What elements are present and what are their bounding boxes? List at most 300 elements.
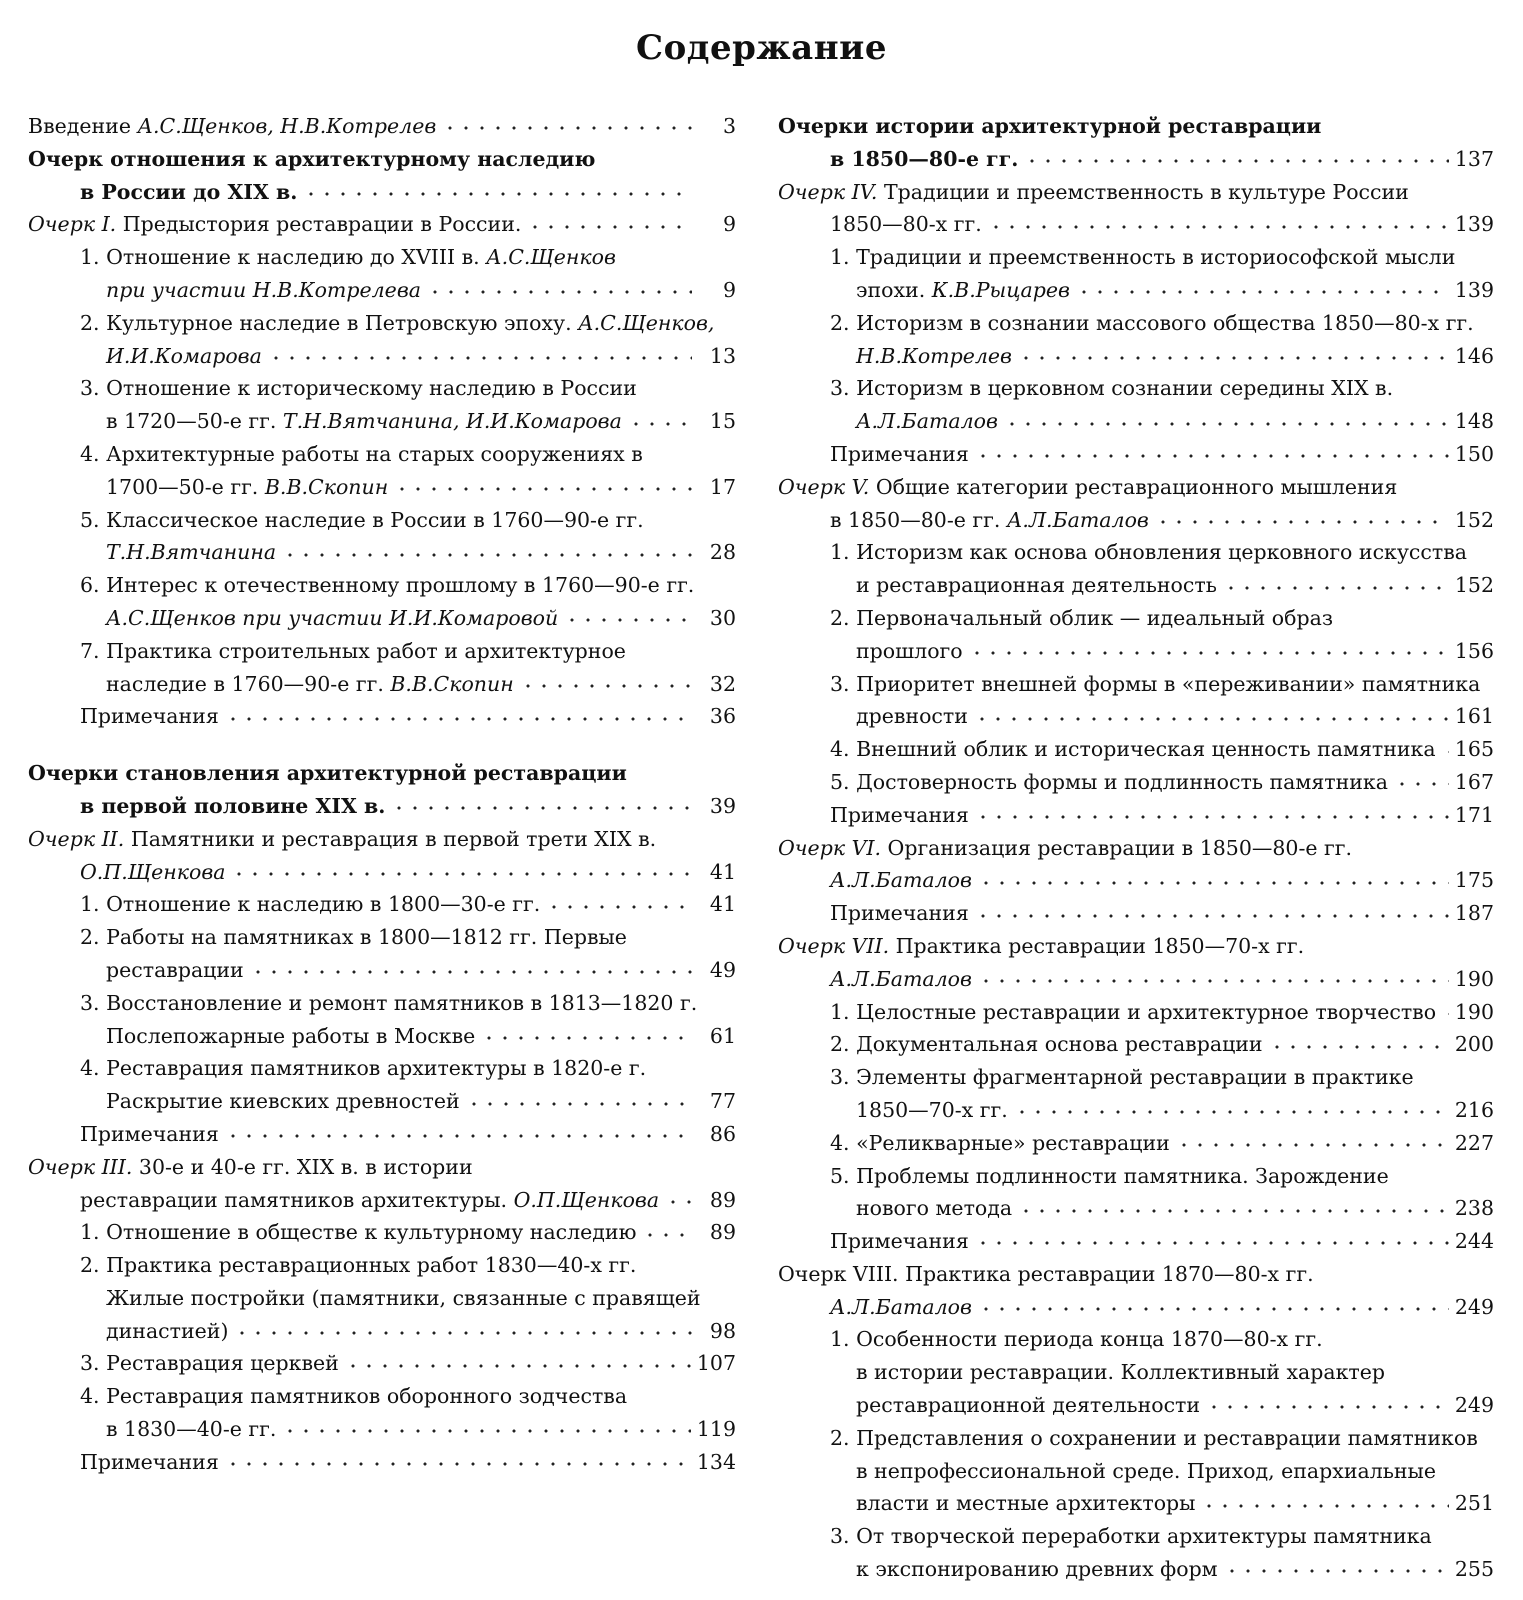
entry-title: 2. Первоначальный облик — идеальный образ bbox=[830, 605, 1334, 630]
leader-dots bbox=[225, 717, 692, 721]
page-number: 139 bbox=[1454, 277, 1494, 302]
entry-author: К.В.Рыцарев bbox=[931, 277, 1070, 302]
toc-entry-text bbox=[80, 856, 225, 889]
leader-dots bbox=[628, 422, 692, 426]
toc-entry-text bbox=[28, 208, 521, 241]
entry-title: 4. Реставрация памятников архитектуры в 1820-е г. bbox=[80, 1056, 647, 1081]
toc-entry-continuation bbox=[778, 307, 1494, 340]
toc-entry bbox=[778, 897, 1494, 930]
toc-entry-text bbox=[80, 790, 385, 823]
toc-entry-text bbox=[28, 757, 627, 790]
toc-entry-text bbox=[106, 1085, 460, 1118]
entry-title: к экспонированию древних форм bbox=[856, 1557, 1218, 1582]
toc-entry bbox=[28, 340, 736, 373]
toc-entry-continuation bbox=[778, 241, 1494, 274]
page-number: 227 bbox=[1454, 1130, 1494, 1155]
toc-entry-text bbox=[830, 766, 1388, 799]
entry-title: 6. Интерес к отечественному прошлому в 1760—90-е гг. bbox=[80, 573, 695, 598]
toc-entry-continuation bbox=[28, 1282, 736, 1315]
entry-title: 4. Внешний облик и историческая ценность памятника bbox=[830, 737, 1436, 762]
entry-title: в истории реставрации. Коллективный характер bbox=[856, 1360, 1386, 1385]
entry-title: Примечания bbox=[830, 441, 969, 466]
entry-title: Организация реставрации в 1850—80-е гг. bbox=[881, 835, 1353, 860]
entry-title: 1700—50-е гг. bbox=[106, 474, 265, 499]
toc-entry-text bbox=[778, 471, 1397, 504]
toc-entry-continuation bbox=[28, 635, 736, 668]
entry-title: 5. Достоверность формы и подлинность памятника bbox=[830, 769, 1388, 794]
entry-title: 1. Отношение к наследию до XVIII в. bbox=[80, 245, 487, 270]
toc-entry bbox=[28, 1184, 736, 1217]
leader-dots bbox=[345, 1364, 691, 1368]
leader-dots bbox=[974, 717, 1449, 721]
entry-title: наследие в 1760—90-е гг. bbox=[106, 671, 391, 696]
entry-title: 3. От творческой переработки архитектуры памятника bbox=[830, 1524, 1432, 1549]
toc-entry-text bbox=[778, 930, 1304, 963]
entry-title: 3. Элементы фрагментарной реставрации в практике bbox=[830, 1065, 1414, 1090]
entry-title: Примечания bbox=[830, 802, 969, 827]
toc-entry-text bbox=[856, 1356, 1385, 1389]
toc-entry bbox=[28, 471, 736, 504]
page-number: 238 bbox=[1454, 1196, 1494, 1221]
page-number: 255 bbox=[1454, 1557, 1494, 1582]
entry-title: Общие категории реставрационного мышления bbox=[869, 474, 1398, 499]
toc-spacer bbox=[28, 733, 736, 745]
entry-author: Т.Н.Вятчанина bbox=[106, 540, 277, 565]
entry-author: А.С.Щенков bbox=[486, 245, 616, 270]
toc-entry-text bbox=[830, 864, 972, 897]
toc-entry-text bbox=[830, 307, 1474, 340]
toc-entry bbox=[778, 1127, 1494, 1160]
toc-entry bbox=[28, 668, 736, 701]
toc-entry-text bbox=[106, 274, 421, 307]
page-number: 152 bbox=[1454, 573, 1494, 598]
toc-entry-text bbox=[80, 569, 694, 602]
entry-title: эпохи. bbox=[856, 277, 932, 302]
entry-title: реставрации памятников архитектуры. bbox=[80, 1187, 514, 1212]
toc-entry-text bbox=[830, 241, 1455, 274]
page-number: 39 bbox=[709, 793, 736, 818]
toc-entry bbox=[778, 1389, 1494, 1422]
toc-entry-text bbox=[830, 1422, 1478, 1455]
leader-dots bbox=[1004, 422, 1449, 426]
page-number: 137 bbox=[1454, 146, 1494, 171]
toc-entry-text bbox=[106, 471, 388, 504]
entry-title: Традиции и преемственность в культуре России bbox=[877, 179, 1409, 204]
leader-dots bbox=[394, 487, 692, 491]
toc-entry-text bbox=[830, 208, 982, 241]
toc-entry-continuation bbox=[778, 1422, 1494, 1455]
toc-entry-continuation bbox=[778, 176, 1494, 209]
entry-title: 1. Целостные реставрации и архитектурное творчество bbox=[830, 999, 1437, 1024]
toc-entry-continuation bbox=[778, 1520, 1494, 1553]
leader-dots bbox=[250, 970, 692, 974]
entry-title: 4. Реставрация памятников оборонного зодчества bbox=[80, 1384, 628, 1409]
toc-entry-text bbox=[830, 1291, 972, 1324]
entry-author: В.В.Скопин bbox=[390, 671, 514, 696]
toc-entry-text bbox=[830, 799, 969, 832]
toc-entry bbox=[28, 1413, 736, 1446]
page-number: 30 bbox=[709, 605, 736, 630]
page-number: 244 bbox=[1454, 1229, 1494, 1254]
toc-entry-text bbox=[28, 823, 656, 856]
entry-title: 1. Отношение в обществе к культурному наследию bbox=[80, 1220, 637, 1245]
leader-dots bbox=[1176, 1143, 1449, 1147]
entry-title: 1850—70-х гг. bbox=[856, 1097, 1008, 1122]
toc-entry-continuation bbox=[28, 176, 736, 209]
entry-title: Примечания bbox=[830, 1229, 969, 1254]
entry-title: Жилые постройки (памятники, связанные с правящей bbox=[106, 1285, 701, 1310]
entry-title: 2. Историзм в сознании массового общества 1850—80-х гг. bbox=[830, 310, 1474, 335]
leader-dots bbox=[975, 454, 1449, 458]
leader-dots bbox=[282, 1429, 690, 1433]
toc-entry bbox=[778, 405, 1494, 438]
toc-entry-text bbox=[28, 1151, 473, 1184]
entry-title: Предыстория реставрации в России. bbox=[116, 212, 522, 237]
toc-entry-continuation bbox=[28, 1380, 736, 1413]
page-number: 41 bbox=[709, 892, 736, 917]
entry-title: и реставрационная деятельность bbox=[856, 573, 1217, 598]
leader-dots bbox=[546, 905, 692, 909]
toc-entry bbox=[778, 963, 1494, 996]
toc-entry bbox=[778, 766, 1494, 799]
toc-entry-continuation bbox=[28, 372, 736, 405]
entry-author: А.С.Щенков при участии И.И.Комаровой bbox=[106, 605, 559, 630]
toc-entry bbox=[778, 1291, 1494, 1324]
page-number: 187 bbox=[1454, 901, 1494, 926]
toc-entry-text bbox=[106, 602, 558, 635]
toc-entry-continuation bbox=[778, 1160, 1494, 1193]
page-number: 86 bbox=[709, 1121, 736, 1146]
leader-dots bbox=[527, 225, 692, 229]
entry-author: при участии Н.В.Котрелева bbox=[106, 277, 421, 302]
leader-dots bbox=[642, 1233, 692, 1237]
leader-dots bbox=[1024, 159, 1448, 163]
leader-dots bbox=[466, 1102, 692, 1106]
toc-entry bbox=[778, 733, 1494, 766]
entry-author: А.С.Щенков, bbox=[578, 310, 715, 335]
toc-entry-text bbox=[106, 536, 276, 569]
toc-entry bbox=[778, 438, 1494, 471]
toc-entry-text bbox=[830, 963, 972, 996]
entry-title: 3. Восстановление и ремонт памятников в 1813—1820 г. bbox=[80, 990, 698, 1015]
page-number: 49 bbox=[709, 957, 736, 982]
toc-entry-continuation bbox=[28, 143, 736, 176]
page-number: 152 bbox=[1454, 507, 1494, 532]
essay-number: Очерк III. bbox=[28, 1154, 133, 1179]
page-number: 161 bbox=[1454, 704, 1494, 729]
entry-title: 2. Практика реставрационных работ 1830—40-х гг. bbox=[80, 1253, 637, 1278]
toc-entry-continuation bbox=[28, 504, 736, 537]
toc-entry-text bbox=[80, 438, 643, 471]
page-number: 190 bbox=[1454, 999, 1494, 1024]
page-number: 32 bbox=[709, 671, 736, 696]
toc-entry-continuation bbox=[778, 930, 1494, 963]
toc-entry-text bbox=[80, 921, 627, 954]
page-number: 119 bbox=[696, 1417, 736, 1442]
leader-dots bbox=[442, 126, 692, 130]
entry-author: А.Л.Баталов bbox=[1006, 507, 1149, 532]
toc-entry bbox=[778, 1028, 1494, 1061]
page-number: 249 bbox=[1454, 1294, 1494, 1319]
leader-dots bbox=[1155, 520, 1449, 524]
entry-title: Очерки истории архитектурной реставрации bbox=[778, 114, 1322, 138]
page-number: 251 bbox=[1454, 1491, 1494, 1516]
leader-dots bbox=[1224, 1569, 1449, 1573]
toc-entry-text bbox=[80, 1380, 627, 1413]
toc-column-right bbox=[778, 110, 1494, 1586]
page-number: 41 bbox=[709, 859, 736, 884]
toc-entry bbox=[778, 1487, 1494, 1520]
entry-title: прошлого bbox=[856, 638, 963, 663]
page-number: 175 bbox=[1454, 868, 1494, 893]
toc-entry-text bbox=[830, 602, 1333, 635]
toc-entry-text bbox=[856, 1389, 1200, 1422]
toc-entry-text bbox=[856, 1553, 1218, 1586]
essay-number: Очерк II. bbox=[28, 826, 125, 851]
entry-title: 3. Реставрация церквей bbox=[80, 1351, 339, 1376]
toc-entry-continuation bbox=[778, 110, 1494, 143]
toc-entry-continuation bbox=[28, 1249, 736, 1282]
toc-entry-continuation bbox=[778, 1356, 1494, 1389]
toc-entry-text bbox=[830, 996, 1436, 1029]
toc-entry bbox=[778, 799, 1494, 832]
toc-entry-text bbox=[106, 1413, 276, 1446]
page-number: 98 bbox=[709, 1318, 736, 1343]
toc-entry-continuation bbox=[28, 1151, 736, 1184]
entry-title: Очерки становления архитектурной реставрации bbox=[28, 761, 627, 786]
toc-entry bbox=[778, 1192, 1494, 1225]
leader-dots bbox=[225, 1462, 691, 1466]
toc-entry-text bbox=[856, 405, 998, 438]
toc-entry bbox=[28, 602, 736, 635]
toc-entry bbox=[28, 1085, 736, 1118]
page-number: 89 bbox=[709, 1187, 736, 1212]
page-number: 216 bbox=[1454, 1097, 1494, 1122]
toc-entry-text bbox=[80, 888, 540, 921]
leader-dots bbox=[978, 979, 1449, 983]
entry-author: О.П.Щенкова bbox=[80, 859, 226, 884]
leader-dots bbox=[978, 881, 1449, 885]
toc-entry-text bbox=[80, 700, 219, 733]
page-number: 249 bbox=[1454, 1393, 1494, 1418]
toc-entry bbox=[28, 856, 736, 889]
toc-entry-continuation bbox=[778, 1323, 1494, 1356]
toc-entry bbox=[778, 1225, 1494, 1258]
toc-entry bbox=[28, 405, 736, 438]
page-number: 190 bbox=[1454, 966, 1494, 991]
toc-entry-continuation bbox=[28, 569, 736, 602]
toc-entry-text bbox=[830, 733, 1436, 766]
leader-dots bbox=[1394, 782, 1449, 786]
toc-entry-text bbox=[28, 143, 595, 176]
leader-dots bbox=[303, 192, 692, 196]
toc-entry-text bbox=[778, 176, 1409, 209]
toc-entry bbox=[778, 208, 1494, 241]
toc-entry-continuation bbox=[28, 438, 736, 471]
leader-dots bbox=[1201, 1504, 1448, 1508]
toc-entry-continuation bbox=[778, 668, 1494, 701]
toc-entry-continuation bbox=[28, 987, 736, 1020]
toc-entry-text bbox=[80, 307, 714, 340]
toc-entry-text bbox=[830, 668, 1480, 701]
entry-title: 4. Архитектурные работы на старых сооружениях в bbox=[80, 441, 643, 466]
essay-number: Очерк VI. bbox=[778, 835, 881, 860]
entry-title: Послепожарные работы в Москве bbox=[106, 1023, 476, 1048]
toc-entry-continuation bbox=[778, 832, 1494, 865]
toc-entry-text bbox=[830, 504, 1149, 537]
toc-entry-continuation bbox=[28, 823, 736, 856]
toc-entry-text bbox=[80, 504, 644, 537]
page-number: 134 bbox=[696, 1449, 736, 1474]
toc-entry bbox=[778, 274, 1494, 307]
page-number: 15 bbox=[709, 409, 736, 434]
toc-entry-text bbox=[856, 1455, 1436, 1488]
entry-title: в 1830—40-е гг. bbox=[106, 1417, 277, 1442]
page-number: 9 bbox=[722, 212, 736, 237]
toc-entry-continuation bbox=[28, 921, 736, 954]
toc-entry bbox=[28, 1446, 736, 1479]
entry-title: реставрационной деятельности bbox=[856, 1393, 1201, 1418]
entry-title: реставрации bbox=[106, 957, 244, 982]
toc-entry bbox=[778, 635, 1494, 668]
leader-dots bbox=[1014, 1110, 1449, 1114]
toc-entry-text bbox=[778, 1258, 1314, 1291]
page-number: 156 bbox=[1454, 638, 1494, 663]
toc-entry bbox=[778, 504, 1494, 537]
leader-dots bbox=[427, 290, 692, 294]
toc-entry bbox=[28, 110, 736, 143]
toc-entry-text bbox=[106, 1282, 701, 1315]
essay-number: Очерк VII. bbox=[778, 933, 890, 958]
toc-entry-text bbox=[856, 635, 963, 668]
page-number: 146 bbox=[1454, 343, 1494, 368]
toc-entry bbox=[28, 1347, 736, 1380]
entry-title: нового метода bbox=[856, 1196, 1013, 1221]
leader-dots bbox=[1018, 356, 1449, 360]
entry-title: Примечания bbox=[80, 1121, 219, 1146]
page-title: Содержание bbox=[636, 28, 887, 68]
leader-dots bbox=[268, 356, 692, 360]
toc-entry bbox=[28, 536, 736, 569]
leader-dots bbox=[988, 225, 1449, 229]
toc-entry bbox=[778, 700, 1494, 733]
entry-title: 3. Приоритет внешней формы в «переживании» памятника bbox=[830, 671, 1481, 696]
entry-title: 1850—80-х гг. bbox=[830, 212, 982, 237]
toc-entry-text bbox=[830, 1061, 1414, 1094]
leader-dots bbox=[1223, 586, 1449, 590]
toc-entry-text bbox=[778, 832, 1352, 865]
entry-title: в 1720—50-е гг. bbox=[106, 409, 283, 434]
toc-entry bbox=[778, 1553, 1494, 1586]
entry-title: 7. Практика строительных работ и архитектурное bbox=[80, 638, 626, 663]
toc-entry-text bbox=[80, 372, 637, 405]
toc-entry bbox=[28, 1118, 736, 1151]
entry-title: в России до XIX в. bbox=[80, 179, 298, 204]
toc-entry-text bbox=[830, 536, 1467, 569]
toc-entry-continuation bbox=[28, 307, 736, 340]
toc-entry bbox=[778, 864, 1494, 897]
entry-title: Примечания bbox=[80, 704, 219, 729]
toc-entry-text bbox=[80, 241, 616, 274]
entry-title: Введение bbox=[28, 114, 138, 138]
toc-entry bbox=[28, 790, 736, 823]
toc-entry-text bbox=[106, 668, 514, 701]
toc-entry-text bbox=[830, 143, 1018, 176]
page-number: 28 bbox=[709, 540, 736, 565]
leader-dots bbox=[665, 1200, 692, 1204]
entry-title: 5. Проблемы подлинности памятника. Зарождение bbox=[830, 1163, 1389, 1188]
leader-dots bbox=[975, 1241, 1449, 1245]
entry-author: А.С.Щенков, Н.В.Котрелев bbox=[137, 114, 437, 138]
entry-title: Очерк отношения к архитектурному наследию bbox=[28, 146, 596, 171]
entry-title: 2. Культурное наследие в Петровскую эпоху. bbox=[80, 310, 579, 335]
toc-entry bbox=[28, 1216, 736, 1249]
toc-entry-text bbox=[856, 1192, 1012, 1225]
toc-entry bbox=[778, 1094, 1494, 1127]
toc-entry-text bbox=[106, 405, 622, 438]
leader-dots bbox=[969, 651, 1449, 655]
toc-entry-continuation bbox=[778, 1455, 1494, 1488]
leader-dots bbox=[975, 914, 1449, 918]
essay-number: Очерк V. bbox=[778, 474, 870, 499]
leader-dots bbox=[1442, 1012, 1449, 1016]
page-number: 77 bbox=[709, 1089, 736, 1114]
entry-title: в непрофессиональной среде. Приход, епархиальные bbox=[856, 1458, 1437, 1483]
toc-entry-text bbox=[830, 1323, 1323, 1356]
entry-author: А.Л.Баталов bbox=[856, 409, 998, 434]
toc-entry-text bbox=[80, 1249, 636, 1282]
entry-title: 3. Отношение к историческому наследию в России bbox=[80, 376, 637, 401]
toc-entry bbox=[28, 274, 736, 307]
entry-author: А.Л.Баталов bbox=[830, 966, 972, 991]
page-number: 36 bbox=[709, 704, 736, 729]
toc-entry-text bbox=[80, 987, 697, 1020]
entry-title: Раскрытие киевских древностей bbox=[106, 1089, 460, 1114]
leader-dots bbox=[391, 806, 692, 810]
entry-author: О.П.Щенкова bbox=[513, 1187, 660, 1212]
toc-entry-continuation bbox=[778, 602, 1494, 635]
page-number: 171 bbox=[1454, 802, 1494, 827]
entry-author: В.В.Скопин bbox=[264, 474, 389, 499]
page-number: 17 bbox=[709, 474, 736, 499]
page-number: 150 bbox=[1454, 441, 1494, 466]
entry-title: Примечания bbox=[80, 1449, 219, 1474]
toc-entry-text bbox=[80, 1052, 646, 1085]
toc-entry-text bbox=[106, 954, 244, 987]
leader-dots bbox=[481, 1036, 692, 1040]
toc-entry-text bbox=[106, 1020, 475, 1053]
entry-author: А.Л.Баталов bbox=[830, 868, 972, 893]
toc-entry bbox=[778, 569, 1494, 602]
toc-column-left bbox=[28, 110, 736, 1479]
leader-dots bbox=[1269, 1045, 1449, 1049]
toc-entry-continuation bbox=[28, 757, 736, 790]
toc-entry bbox=[778, 340, 1494, 373]
toc-entry-text bbox=[856, 274, 1070, 307]
toc-entry-text bbox=[28, 110, 436, 143]
entry-title: 3. Историзм в церковном сознании середины XIX в. bbox=[830, 376, 1394, 401]
toc-entry-continuation bbox=[778, 1061, 1494, 1094]
toc-entry-text bbox=[80, 1118, 219, 1151]
page-number: 89 bbox=[709, 1220, 736, 1245]
entry-author: Т.Н.Вятчанина, И.И.Комарова bbox=[282, 409, 622, 434]
toc-entry bbox=[28, 888, 736, 921]
toc-entry-text bbox=[856, 569, 1217, 602]
entry-title: Практика реставрации 1850—70-х гг. bbox=[889, 933, 1305, 958]
leader-dots bbox=[225, 1134, 692, 1138]
toc-entry-text bbox=[830, 897, 969, 930]
toc-entry-text bbox=[830, 1520, 1432, 1553]
